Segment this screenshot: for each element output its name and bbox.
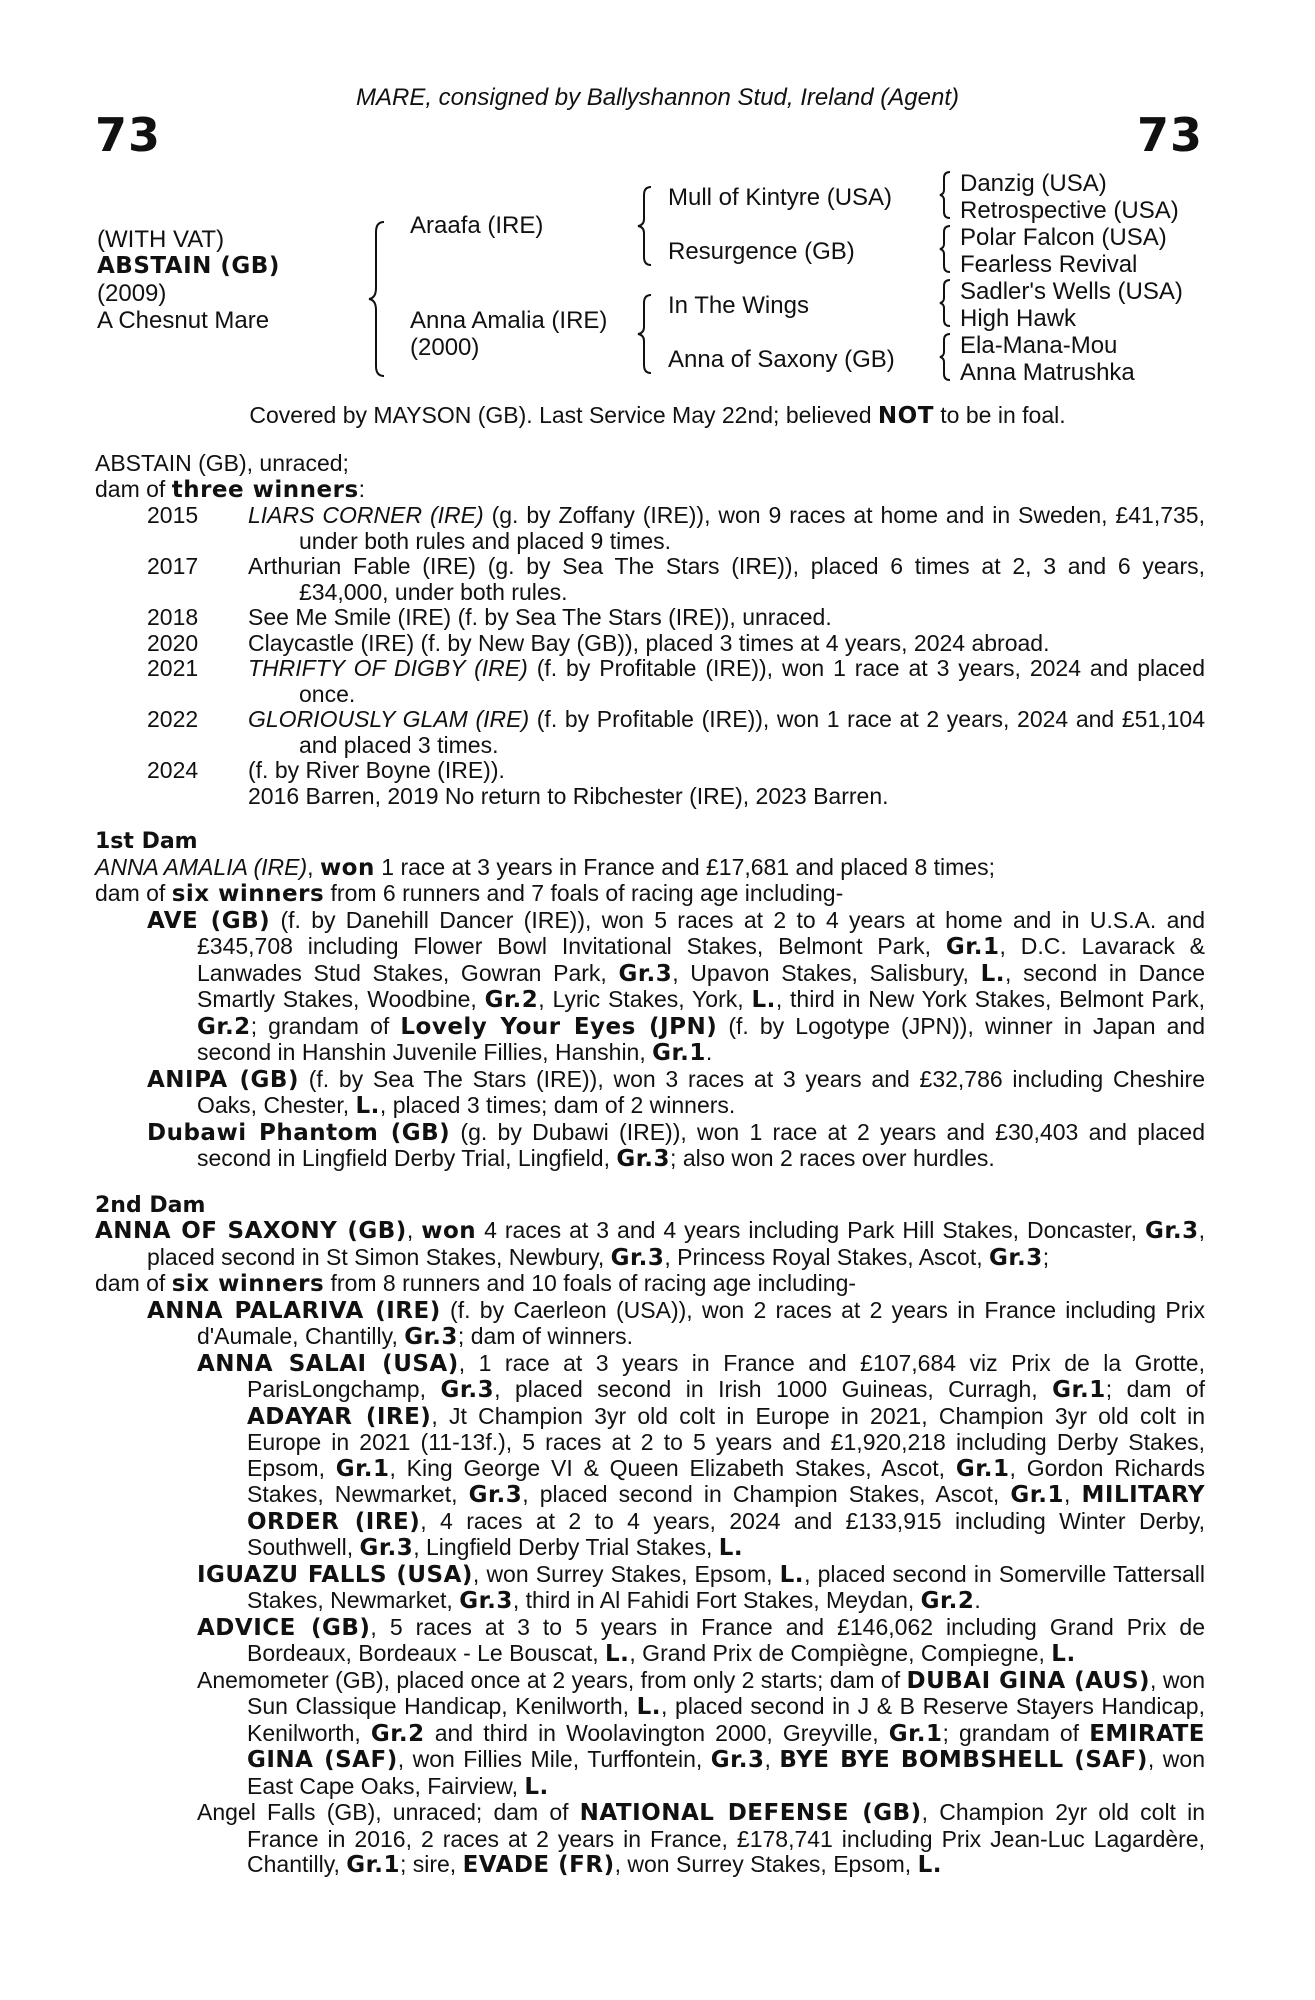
offspring-anemometer: Anemometer (GB), placed once at 2 years, from only 2 starts; dam of DUBAI GINA (AUS), won Sun Classique Handicap, Kenilworth, L., placed second in J & B Reserve Stayers Handicap, Kenilworth, Gr.2 and third in Woolavington 2000, Greyville, Gr.1; grandam of EMIRATE GINA (SAF), won Fillies Mile, Turffontein, Gr.3, BYE BYE BOMBSHELL (SAF), won East Cape Oaks, Fairview, L. xyxy=(197,1666,1206,1800)
dam: Anna Amalia (IRE) xyxy=(410,307,608,334)
sds: Polar Falcon (USA) xyxy=(960,224,1167,251)
second-dam-record: ANNA OF SAXONY (GB), won 4 races at 3 and 4 years including Park Hill Stakes, Doncaster, Gr.3, placed second in St Simon Stakes, Newbury, Gr.3, Princess Royal Stakes, Ascot, Gr.3; xyxy=(95,1217,1206,1271)
second-dam-produce: dam of six winners from 8 runners and 10 foals of racing age including- xyxy=(95,1270,857,1297)
sdd: Fearless Revival xyxy=(960,251,1138,278)
dam-dam: Anna of Saxony (GB) xyxy=(668,346,895,373)
horse-description: A Chesnut Mare xyxy=(97,307,270,334)
horse-name: ABSTAIN (GB) xyxy=(97,253,280,279)
catalogue-body xyxy=(95,451,1205,1879)
produce-intro: ABSTAIN (GB), unraced; xyxy=(95,450,349,476)
sire-dam: Resurgence (GB) xyxy=(668,238,855,265)
produce-intro-dam: dam of three winners: xyxy=(95,475,366,503)
dds: Ela-Mana-Mou xyxy=(960,332,1118,359)
produce-item: 2024 (f. by River Boyne (IRE)). xyxy=(147,757,505,783)
brace-icon xyxy=(938,332,952,382)
produce-item: 2022 GLORIOUSLY GLAM (IRE) (f. by Profitable (IRE)), won 1 race at 2 years, 2024 and £51,104 and placed 3 times. xyxy=(147,706,1205,758)
produce-item: 2021 THRIFTY OF DIGBY (IRE) (f. by Profitable (IRE)), won 1 race at 3 years, 2024 and placed once. xyxy=(147,655,1205,707)
dss: Sadler's Wells (USA) xyxy=(960,278,1183,305)
covered-line: Covered by MAYSON (GB). Last Service May 22nd; believed NOT to be in foal. xyxy=(249,402,1066,429)
lot-number-right: 73 xyxy=(1136,108,1203,162)
ssd: Retrospective (USA) xyxy=(960,197,1179,224)
second-dam-heading: 2nd Dam xyxy=(95,1192,206,1218)
horse-vat: (WITH VAT) xyxy=(97,226,225,253)
brace-icon xyxy=(938,278,952,328)
offspring-angel-falls: Angel Falls (GB), unraced; dam of NATIONAL DEFENSE (GB), Champion 2yr old colt in France in 2016, 2 races at 2 years in France, £178,741 including Prix Jean-Luc Lagardère, Chantilly, Gr.1; sire, EVADE (FR), won Surrey Stakes, Epsom, L. xyxy=(197,1799,1205,1878)
horse-year: (2009) xyxy=(97,280,167,307)
offspring-advice: ADVICE (GB), 5 races at 3 to 5 years in France and £146,062 including Grand Prix de Bordeaux, Bordeaux - Le Bouscat, L., Grand Prix de Compiègne, Compiegne, L. xyxy=(197,1613,1205,1667)
brace-icon xyxy=(938,170,952,220)
brace-icon xyxy=(636,293,654,375)
brace-icon xyxy=(366,220,388,378)
produce-item: 2018 See Me Smile (IRE) (f. by Sea The Stars (IRE)), unraced. xyxy=(147,604,832,630)
sire-sire: Mull of Kintyre (USA) xyxy=(668,184,893,211)
ddd: Anna Matrushka xyxy=(960,359,1135,386)
produce-item: 2020 Claycastle (IRE) (f. by New Bay (GB)), placed 3 times at 4 years, 2024 abroad. xyxy=(147,629,1050,656)
produce-item: 2017 Arthurian Fable (IRE) (g. by Sea The Stars (IRE)), placed 6 times at 2, 3 and 6 years, £34,000, under both rules. xyxy=(147,553,1205,605)
first-dam-heading: 1st Dam xyxy=(95,829,198,854)
dsd: High Hawk xyxy=(960,305,1077,332)
sire: Araafa (IRE) xyxy=(410,212,544,239)
brace-icon xyxy=(938,224,952,274)
offspring-iguazu-falls: IGUAZU FALLS (USA), won Surrey Stakes, Epsom, L., placed second in Somerville Tattersall Stakes, Newmarket, Gr.3, third in Al Fahidi Fort Stakes, Meydan, Gr.2. xyxy=(197,1560,1206,1614)
offspring-anna-palariva: ANNA PALARIVA (IRE) (f. by Caerleon (USA)), won 2 races at 2 years in France including Prix d'Aumale, Chantilly, Gr.3; dam of winners. xyxy=(147,1296,1205,1350)
brace-icon xyxy=(636,185,654,267)
consignment-line: MARE, consigned by Ballyshannon Stud, Ireland (Agent) xyxy=(355,84,959,111)
produce-item: 2015 LIARS CORNER (IRE) (g. by Zoffany (IRE)), won 9 races at home and in Sweden, £41,735, under both rules and placed 9 times. xyxy=(147,502,1205,554)
sss: Danzig (USA) xyxy=(960,170,1107,197)
lot-number-left: 73 xyxy=(95,108,162,162)
first-dam-produce: dam of six winners from 6 runners and 7 foals of racing age including- xyxy=(95,880,844,907)
offspring-dubawi-phantom: Dubawi Phantom (GB) (g. by Dubawi (IRE)), won 1 race at 2 years and £30,403 and placed second in Lingfield Derby Trial, Lingfield, Gr.3; also won 2 races over hurdles. xyxy=(147,1118,1205,1172)
produce-barren: 2016 Barren, 2019 No return to Ribchester (IRE), 2023 Barren. xyxy=(248,782,889,809)
first-dam-record: ANNA AMALIA (IRE), won 1 race at 3 years in France and £17,681 and placed 8 times; xyxy=(95,853,995,881)
dam-sire: In The Wings xyxy=(668,292,809,319)
offspring-anna-salai: ANNA SALAI (USA), 1 race at 3 years in France and £107,684 viz Prix de la Grotte, ParisLongchamp, Gr.3, placed second in Irish 1000 Guineas, Curragh, Gr.1; dam of ADAYAR (IRE), Jt Champion 3yr old colt in Europe in 2021, Champion 3yr old colt in Europe in 2021 (11-13f.), 5 races at 2 to 5 years and £1,920,218 including Derby Stakes, Epsom, Gr.1, King George VI & Queen Elizabeth Stakes, Ascot, Gr.1, Gordon Richards Stakes, Newmarket, Gr.3, placed second in Champion Stakes, Ascot, Gr.1, MILITARY ORDER (IRE), 4 races at 2 to 4 years, 2024 and £133,915 including Winter Derby, Southwell, Gr.3, Lingfield Derby Trial Stakes, L. xyxy=(197,1349,1205,1561)
offspring-anipa: ANIPA (GB) (f. by Sea The Stars (IRE)), won 3 races at 3 years and £32,786 including Cheshire Oaks, Chester, L., placed 3 times; dam of 2 winners. xyxy=(147,1065,1205,1119)
dam-year: (2000) xyxy=(410,334,480,361)
offspring-ave: AVE (GB) (f. by Danehill Dancer (IRE)), won 5 races at 2 to 4 years at home and in U.S.A. and £345,708 including Flower Bowl Invitational Stakes, Belmont Park, Gr.1, D.C. Lavarack & Lanwades Stud Stakes, Gowran Park, Gr.3, Upavon Stakes, Salisbury, L., second in Dance Smartly Stakes, Woodbine, Gr.2, Lyric Stakes, York, L., third in New York Stakes, Belmont Park, Gr.2; grandam of Lovely Your Eyes (JPN) (f. by Logotype (JPN)), winner in Japan and second in Hanshin Juvenile Fillies, Hanshin, Gr.1. xyxy=(147,906,1205,1066)
